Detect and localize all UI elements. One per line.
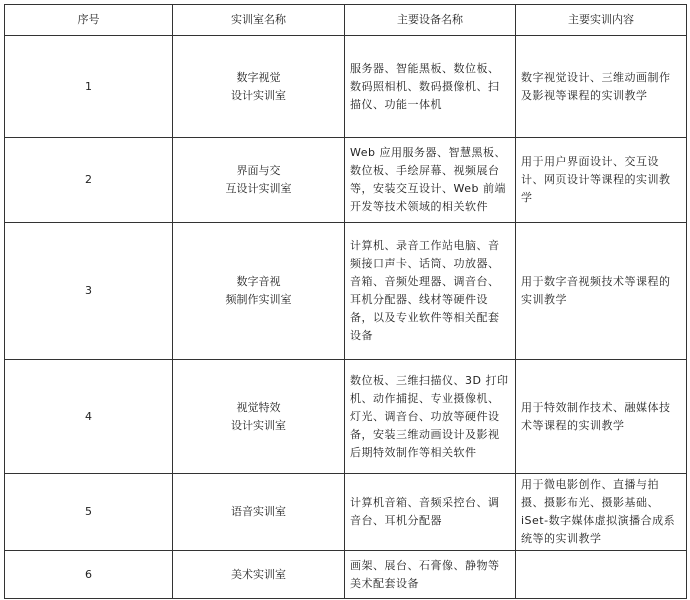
- header-room-name: 实训室名称: [173, 5, 345, 36]
- row-number: 2: [5, 138, 173, 223]
- room-name: 视觉特效 设计实训室: [173, 360, 345, 474]
- table-row: [5, 474, 687, 551]
- equipment-list: 计算机、录音工作站电脑、音频接口声卡、话筒、功放器、音箱、音频处理器、调音台、耳机分配器、线材等硬件设备，以及专业软件等相关配套设备: [345, 223, 516, 360]
- training-content: 用于微电影创作、直播与拍摄、摄影布光、摄影基础、iSet-数字媒体虚拟演播合成系统等的实训教学: [516, 474, 687, 551]
- row-number: 6: [5, 551, 173, 599]
- row-number: 5: [5, 474, 173, 551]
- training-content: [516, 551, 687, 599]
- room-name: 界面与交 互设计实训室: [173, 138, 345, 223]
- training-content: 数字视觉设计、三维动画制作及影视等课程的实训教学: [516, 36, 687, 138]
- header-no: 序号: [5, 5, 173, 36]
- equipment-list: 画架、展台、石膏像、静物等美术配套设备: [345, 551, 516, 599]
- room-name: 数字视觉 设计实训室: [173, 36, 345, 138]
- equipment-list: Web 应用服务器、智慧黑板、数位板、手绘屏幕、视频展台等，安装交互设计、Web 前端开发等技术领域的相关软件: [345, 138, 516, 223]
- table-header-row: [5, 5, 687, 36]
- training-content: 用于特效制作技术、融媒体技术等课程的实训教学: [516, 360, 687, 474]
- room-name: 美术实训室: [173, 551, 345, 599]
- training-content: 用于数字音视频技术等课程的实训教学: [516, 223, 687, 360]
- room-name: 语音实训室: [173, 474, 345, 551]
- table-row: [5, 223, 687, 360]
- equipment-list: 计算机音箱、音频采控台、调音台、耳机分配器: [345, 474, 516, 551]
- row-number: 3: [5, 223, 173, 360]
- room-name: 数字音视 频制作实训室: [173, 223, 345, 360]
- equipment-list: 服务器、智能黑板、数位板、数码照相机、数码摄像机、扫描仪、功能一体机: [345, 36, 516, 138]
- header-content: 主要实训内容: [516, 5, 687, 36]
- training-content: 用于用户界面设计、交互设计、网页设计等课程的实训教学: [516, 138, 687, 223]
- row-number: 1: [5, 36, 173, 138]
- training-room-table: [4, 4, 687, 599]
- table-row: [5, 551, 687, 599]
- table-row: [5, 138, 687, 223]
- row-number: 4: [5, 360, 173, 474]
- table-row: [5, 36, 687, 138]
- equipment-list: 数位板、三维扫描仪、3D 打印机、动作捕捉、专业摄像机、灯光、调音台、功放等硬件设备，安装三维动画设计及影视后期特效制作等相关软件: [345, 360, 516, 474]
- header-equipment: 主要设备名称: [345, 5, 516, 36]
- table-row: [5, 360, 687, 474]
